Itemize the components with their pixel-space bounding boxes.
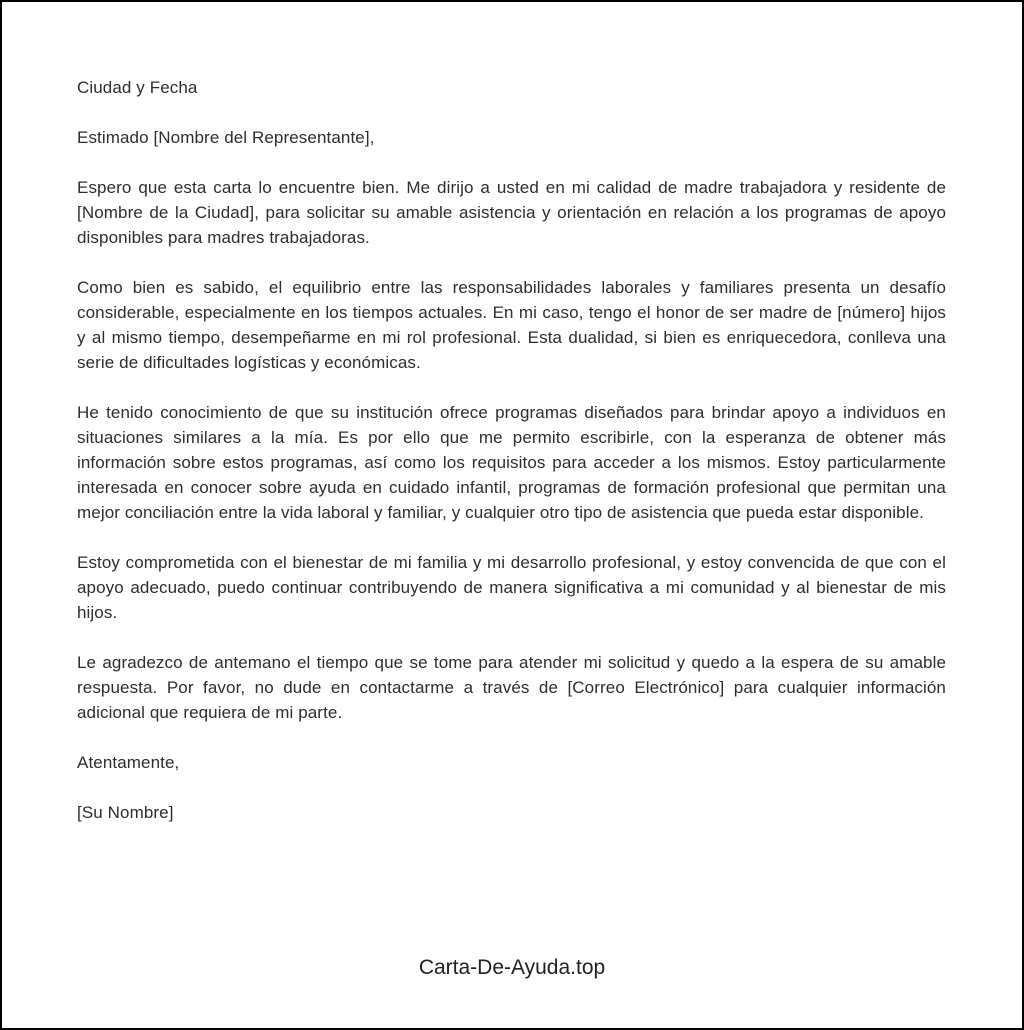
body-paragraph: Como bien es sabido, el equilibrio entre las responsabilidades laborales y familiares presenta un desafío considerable, especialmente en los tiempos actuales. En mi caso, tengo el honor de ser madre de [número] hijos y al mismo tiempo, desempeñarme en mi rol profesional. Esta dualidad, si bien es enriquecedora, conlleva una serie de dificultades logísticas y económicas. bbox=[77, 278, 946, 372]
body-paragraph: He tenido conocimiento de que su institución ofrece programas diseñados para brindar apoyo a individuos en situaciones similares a la mía. Es por ello que me permito escribirle, con la esperanza de obtener más información sobre estos programas, así como los requisitos para acceder a los mismos. Estoy particularmente interesada en conocer sobre ayuda en cuidado infantil, programas de formación profesional que permitan una mejor conciliación entre la vida laboral y familiar, y cualquier otro tipo de asistencia que pueda estar disponible. bbox=[77, 403, 946, 522]
body-paragraph: Espero que esta carta lo encuentre bien. Me dirijo a usted en mi calidad de madre trabajadora y residente de [Nombre de la Ciudad], para solicitar su amable asistencia y orientación en relación a los programas de apoyo disponibles para madres trabajadoras. bbox=[77, 178, 946, 247]
letter-body bbox=[77, 75, 946, 850]
footer-site-name: Carta-De-Ayuda.top bbox=[418, 956, 606, 979]
salutation: Estimado [Nombre del Representante], bbox=[77, 128, 375, 147]
date-line: Ciudad y Fecha bbox=[77, 78, 198, 97]
closing: Atentamente, bbox=[77, 753, 180, 772]
body-paragraph: Le agradezco de antemano el tiempo que se tome para atender mi solicitud y quedo a la espera de su amable respuesta. Por favor, no dude en contactarme a través de [Correo Electrónico] para cualquier información adicional que requiera de mi parte. bbox=[77, 653, 946, 722]
signature-placeholder: [Su Nombre] bbox=[77, 803, 174, 822]
body-paragraph: Estoy comprometida con el bienestar de mi familia y mi desarrollo profesional, y estoy convencida de que con el apoyo adecuado, puedo continuar contribuyendo de manera significativa a mi comunidad y al bienestar de mis hijos. bbox=[77, 553, 946, 622]
